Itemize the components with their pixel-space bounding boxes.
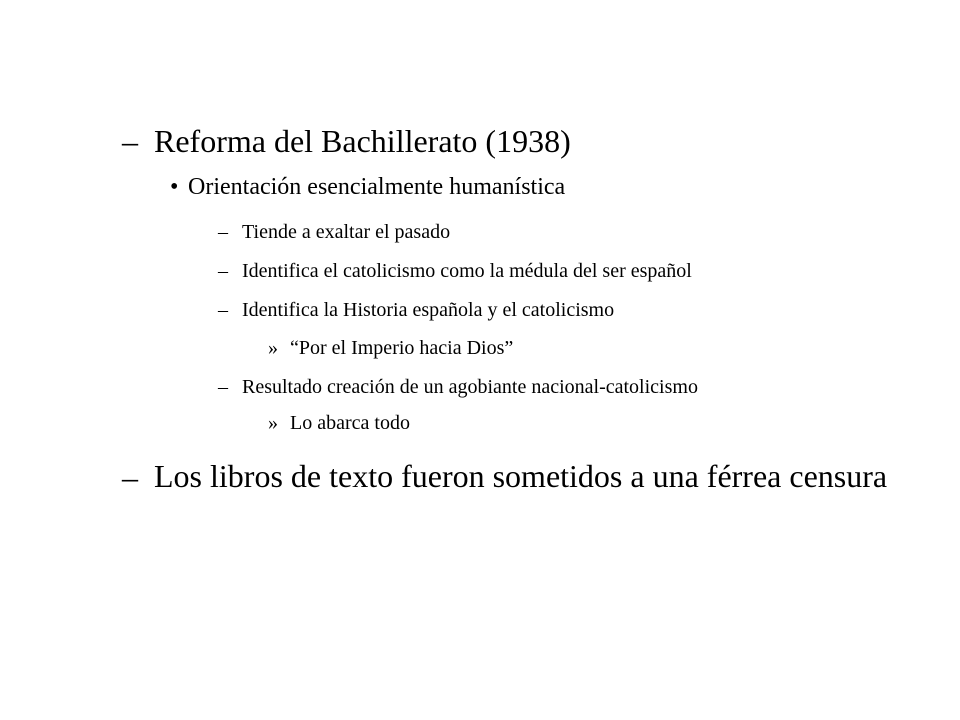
bullet-marker-dash: – xyxy=(218,260,228,282)
bullet-text: Reforma del Bachillerato (1938) xyxy=(154,123,571,159)
bullet-text: Identifica la Historia española y el catolicismo xyxy=(242,299,615,321)
bullet-marker-dash: – xyxy=(122,123,138,159)
bullet-marker-dash: – xyxy=(218,376,228,398)
bullet-text: Resultado creación de un agobiante nacional-catolicismo xyxy=(242,376,698,398)
bullet-text: Orientación esencialmente humanística xyxy=(188,174,566,200)
bullet-text: Los libros de texto fueron sometidos a una férrea censura xyxy=(154,458,888,494)
bullet-text: Lo abarca todo xyxy=(290,412,410,434)
bullet-marker-dash: – xyxy=(218,299,228,321)
bullet-text: “Por el Imperio hacia Dios” xyxy=(290,337,514,359)
bullet-marker-dot: • xyxy=(170,174,179,200)
bullet-marker-guillemet: » xyxy=(268,412,278,434)
bullet-marker-guillemet: » xyxy=(268,337,278,359)
bullet-text: Tiende a exaltar el pasado xyxy=(242,221,451,243)
bullet-marker-dash: – xyxy=(122,459,138,495)
bullet-marker-dash: – xyxy=(218,221,228,243)
bullet-text: Identifica el catolicismo como la médula del ser español xyxy=(242,260,692,282)
